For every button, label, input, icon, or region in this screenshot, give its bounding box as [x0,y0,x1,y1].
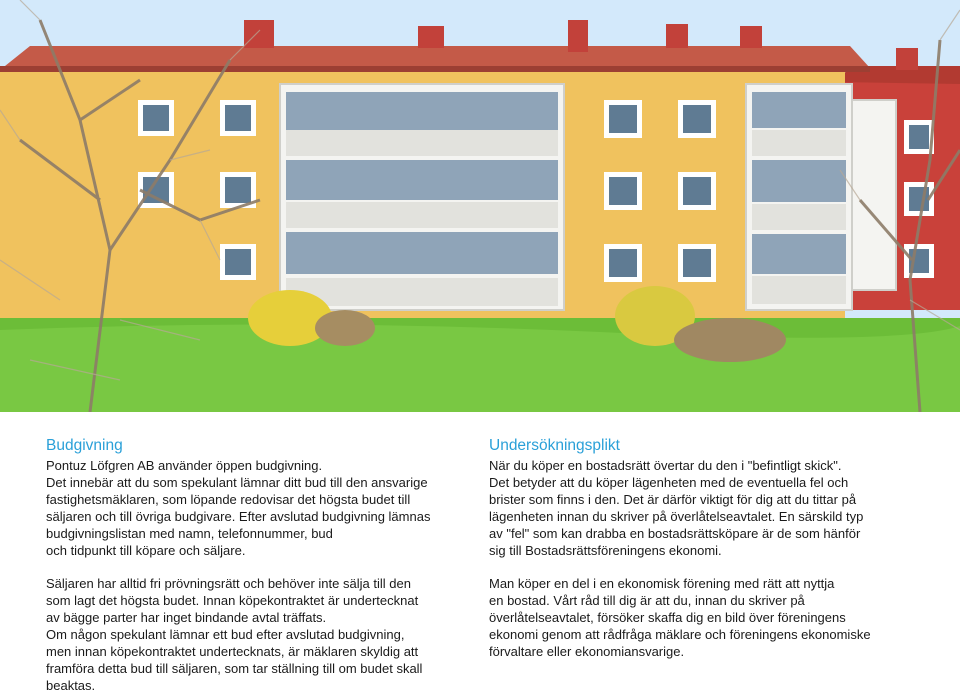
bidding-paragraph-1: Pontuz Löfgren AB använder öppen budgivning. Det innebär att du som spekulant lämnar ditt bud till den ansvarige fastighetsmäklaren, som löpande redovisar det högsta budet till säljaren och till övriga budgivare. Efter avslutad budgivning lämnas budgivningslistan med namn, telefonnummer, bud och tidpunkt till köpare och säljare. [46,458,431,558]
inspection-duty-paragraph-1: När du köper en bostadsrätt övertar du den i "befintligt skick". Det betyder att du köper lägenheten med de eventuella fel och brister som finns i den. Det är därför viktigt för dig att du tittar på lägenheten innan du skriver på överlåtelseavtalet. En särskild typ av "fel" som kan drabba en bostadsrättsköpare är de som hänför sig till Bostadsrättsföreningens ekonomi. [489,458,864,558]
bidding-paragraph-2: Säljaren har alltid fri prövningsrätt och behöver inte sälja till den som lagt det högsta budet. Innan köpekontraktet är undertecknat av bägge parter har inget bindande avtal träffats. Om någon spekulant lämnar ett bud efter avslutad budgivning, men innan köpekontraktet undertecknats, är mäklaren skyldig att framföra detta bud till säljaren, som tar ställning till om budet skall beaktas. [46,576,423,693]
bidding-section [46,436,476,694]
bidding-heading: Budgivning [46,437,123,454]
inspection-duty-section [489,436,919,660]
inspection-duty-paragraph-2: Man köper en del i en ekonomisk förening med rätt att nyttja en bostad. Vårt råd till dig är att du, innan du skriver på överlåtelseavtalet, försöker skaffa dig en bild över föreningens ekonomi genom att rådfråga mäklare och föreningens ekonomiske förvaltare eller ekonomiansvarige. [489,576,871,659]
inspection-duty-heading: Undersökningsplikt [489,437,620,454]
